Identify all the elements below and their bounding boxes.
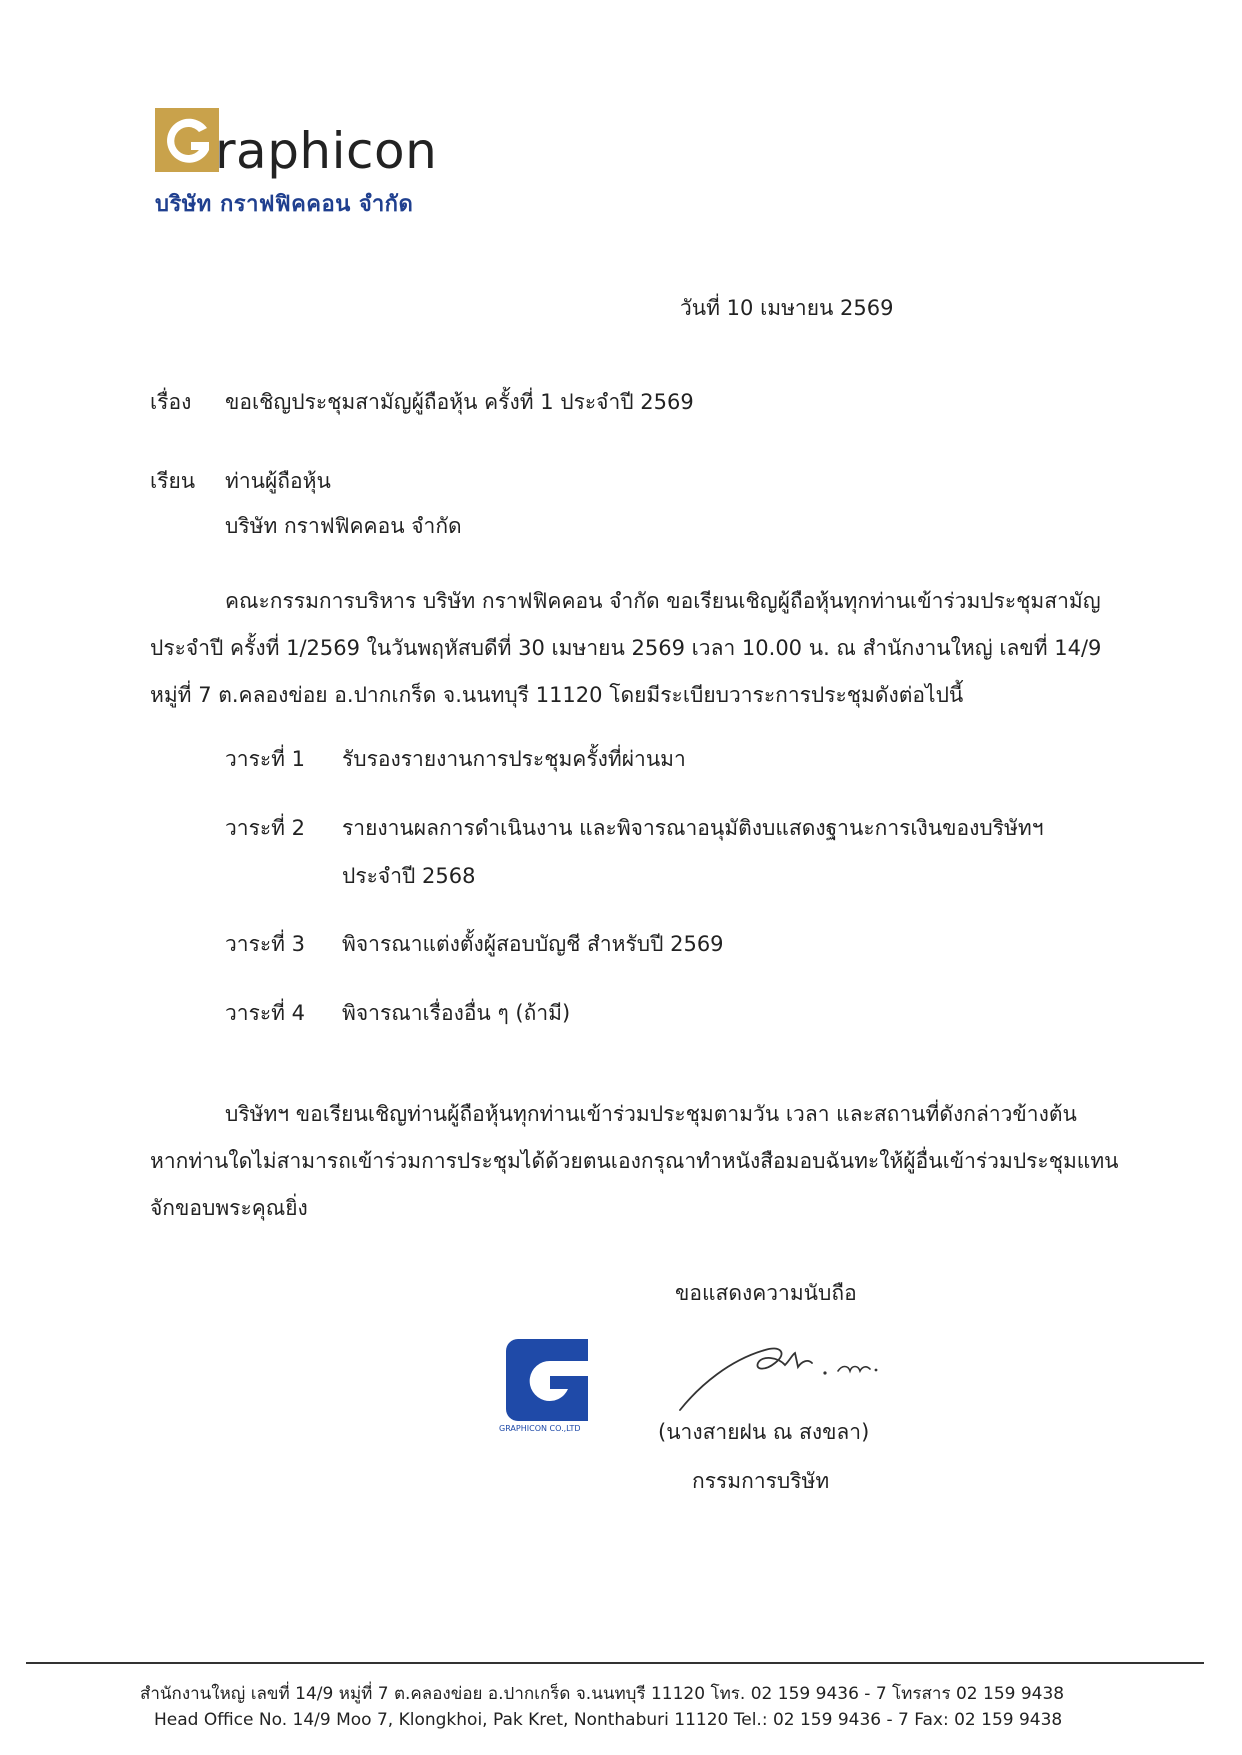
signatory-name: (นางสายฝน ณ สงขลา) (658, 1420, 870, 1444)
closing-line: จักขอบพระคุณยิ่ง (150, 1196, 308, 1220)
intro-line: คณะกรรมการบริหาร บริษัท กราฟฟิคคอน จำกัด ขอเรียนเชิญผู้ถือหุ้นทุกท่านเข้าร่วมประชุมสามัญ (225, 589, 1101, 613)
logo-g-icon (155, 108, 219, 172)
company-stamp-label: GRAPHICON CO.,LTD (499, 1424, 581, 1433)
closing-line: หากท่านใดไม่สามารถเข้าร่วมการประชุมได้ด้วยตนเองกรุณาทำหนังสือมอบฉันทะให้ผู้อื่นเข้าร่วมประชุมแทน (150, 1149, 1119, 1173)
intro-line: ประจำปี ครั้งที่ 1/2569 ในวันพฤหัสบดีที่ 30 เมษายน 2569 เวลา 10.00 น. ณ สำนักงานใหญ่ เลขที่ 14/9 (150, 636, 1102, 660)
letter-date: วันที่ 10 เมษายน 2569 (680, 296, 894, 320)
signatory-title: กรรมการบริษัท (692, 1469, 830, 1493)
handwritten-signature (670, 1325, 900, 1425)
agenda-item-text: พิจารณาเรื่องอื่น ๆ (ถ้ามี) (342, 1001, 571, 1025)
recipient-line-1: ท่านผู้ถือหุ้น (225, 469, 331, 493)
closing-line: บริษัทฯ ขอเรียนเชิญท่านผู้ถือหุ้นทุกท่านเข้าร่วมประชุมตามวัน เวลา และสถานที่ดังกล่าวข้างต้น (225, 1102, 1077, 1126)
logo-mark (155, 108, 219, 172)
agenda-label: วาระที่ 3 (225, 932, 306, 956)
recipient-line-2: บริษัท กราฟฟิคคอน จำกัด (225, 514, 462, 538)
subject-label: เรื่อง (150, 390, 192, 414)
closing-regards: ขอแสดงความนับถือ (675, 1281, 857, 1305)
intro-line: หมู่ที่ 7 ต.คลองข่อย อ.ปากเกร็ด จ.นนทบุรี 11120 โดยมีระเบียบวาระการประชุมดังต่อไปนี้ (150, 683, 964, 707)
agenda-item-text: รายงานผลการดำเนินงาน และพิจารณาอนุมัติงบแสดงฐานะการเงินของบริษัทฯ (342, 816, 1044, 840)
footer-address-english: Head Office No. 14/9 Moo 7, Klongkhoi, Pak Kret, Nonthaburi 11120 Tel.: 02 159 9436 - 7 Fax: 02 159 9438 (154, 1710, 1063, 1730)
footer-divider (26, 1662, 1204, 1664)
footer-address-thai: สำนักงานใหญ่ เลขที่ 14/9 หมู่ที่ 7 ต.คลองข่อย อ.ปากเกร็ด จ.นนทบุรี 11120 โทร. 02 159 9436 - 7 โทรสาร 02 159 9438 (140, 1684, 1065, 1704)
company-name-thai: บริษัท กราฟฟิคคอน จำกัด (155, 192, 414, 217)
subject-text: ขอเชิญประชุมสามัญผู้ถือหุ้น ครั้งที่ 1 ประจำปี 2569 (225, 390, 694, 414)
agenda-label: วาระที่ 1 (225, 747, 306, 771)
agenda-label: วาระที่ 2 (225, 816, 306, 840)
recipient-label: เรียน (150, 469, 196, 493)
agenda-item-text: พิจารณาแต่งตั้งผู้สอบบัญชี สำหรับปี 2569 (342, 932, 724, 956)
agenda-label: วาระที่ 4 (225, 1001, 306, 1025)
agenda-item-text: รับรองรายงานการประชุมครั้งที่ผ่านมา (342, 747, 686, 771)
company-stamp (498, 1331, 588, 1421)
logo-wordmark: raphicon (215, 122, 438, 180)
company-stamp-icon (498, 1331, 588, 1421)
agenda-item-text-continued: ประจำปี 2568 (342, 864, 476, 888)
